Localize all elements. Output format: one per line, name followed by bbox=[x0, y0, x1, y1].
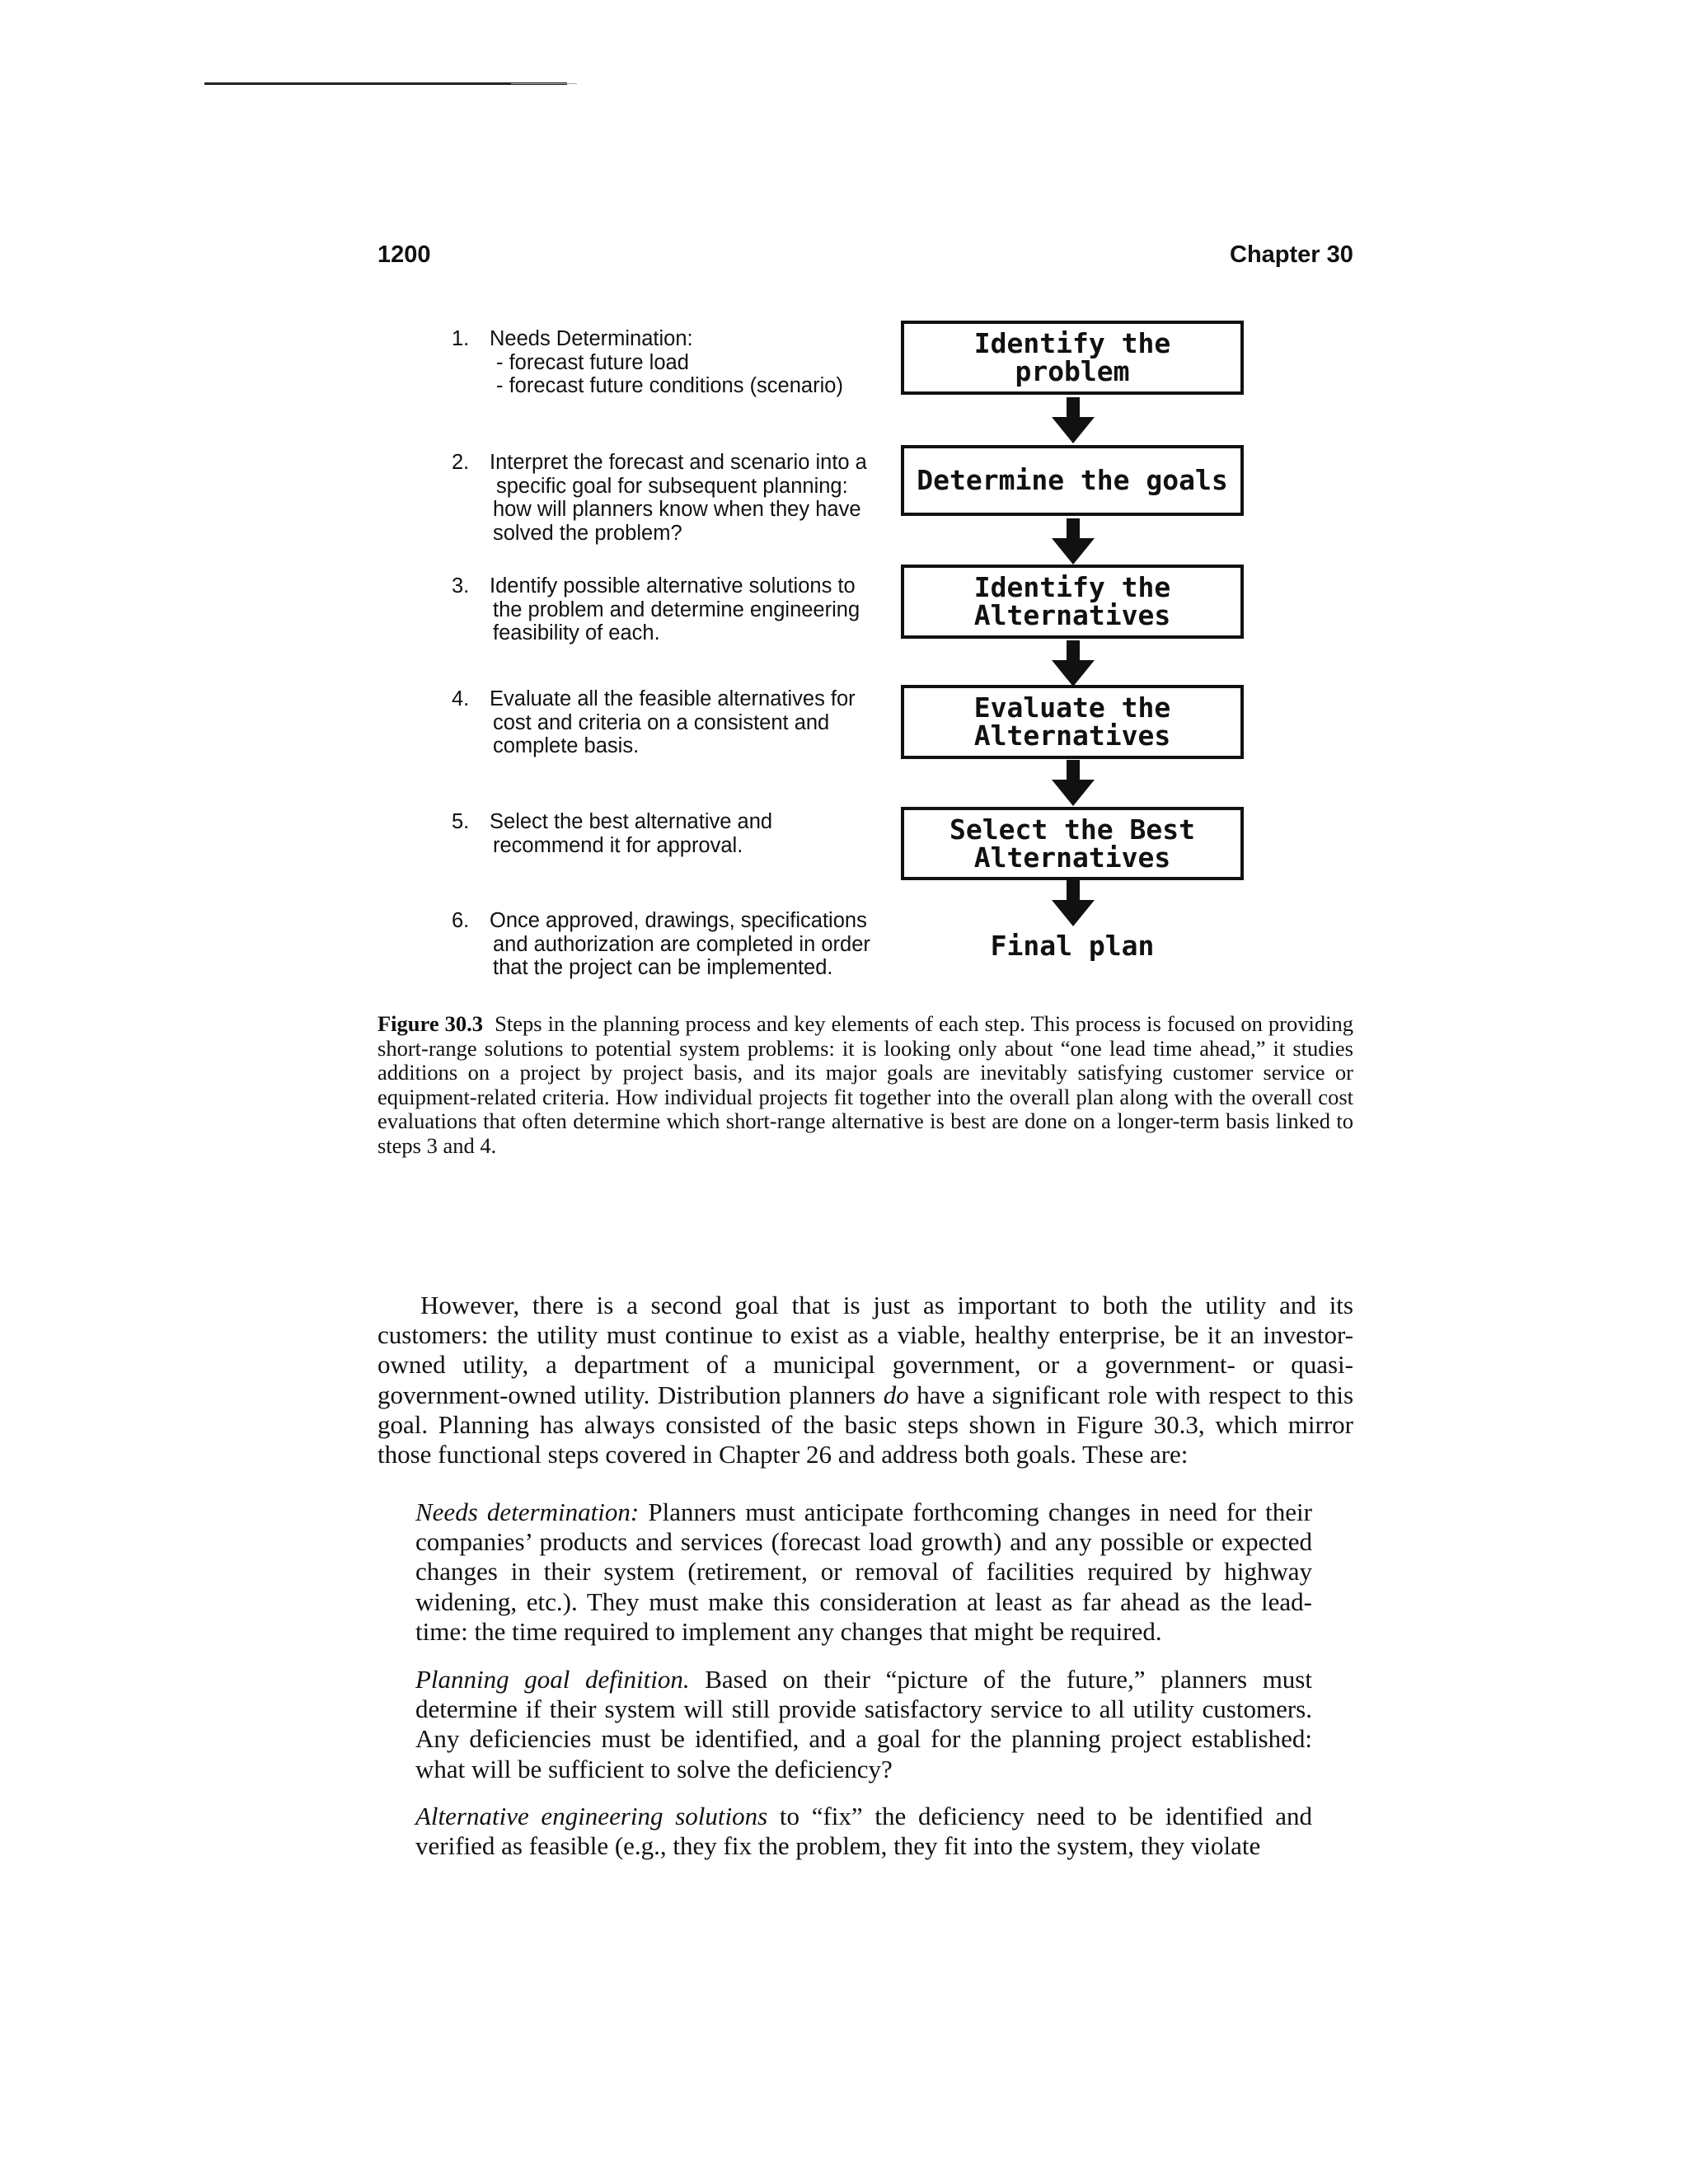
list-item-alternative-solutions: Alternative engineering solutions to “fix” the deficiency need to be identified and verified as feasible (e.g., they fix the problem, they fit into the system, they violate bbox=[415, 1802, 1313, 1861]
down-arrow-icon bbox=[1048, 640, 1098, 688]
down-arrow-icon bbox=[1048, 397, 1098, 445]
page-number: 1200 bbox=[377, 241, 431, 268]
flow-box-identify-alternatives: Identify the Alternatives bbox=[901, 565, 1244, 639]
step-5: 5. Select the best alternative and recommend it for approval. bbox=[452, 810, 773, 857]
step-2: 2. Interpret the forecast and scenario into a specific goal for subsequent planning: how will planners know when they have solved the problem? bbox=[452, 451, 867, 545]
header-rule-fade bbox=[511, 83, 577, 84]
final-plan-label: Final plan bbox=[990, 930, 1155, 962]
step-4: 4. Evaluate all the feasible alternatives for cost and criteria on a consistent and complete basis. bbox=[452, 687, 856, 757]
list-item-planning-goal: Planning goal definition. Based on their “picture of the future,” planners must determine if their system will still provide satisfactory service to all utility customers. Any deficiencies must be identified, and a goal for the planning project established: what will be sufficient to solve the deficiency? bbox=[415, 1665, 1312, 1783]
down-arrow-icon bbox=[1048, 760, 1098, 808]
flow-box-select-best: Select the Best Alternatives bbox=[901, 807, 1244, 880]
list-item-needs-determination: Needs determination: Planners must anticipate forthcoming changes in need for their companies’ products and services (forecast load growth) and any possible or expected changes in their system (retirement, or removal of facilities required by highway widening, etc.). They must make this consideration at least as far ahead as the lead-time: the time required to implement any changes that might be required. bbox=[415, 1497, 1312, 1646]
down-arrow-icon bbox=[1048, 880, 1098, 928]
step-6: 6. Once approved, drawings, specifications and authorization are completed in order that the project can be implemented. bbox=[452, 909, 870, 979]
step-3: 3. Identify possible alternative solutions to the problem and determine engineering feasibility of each. bbox=[452, 574, 860, 644]
flow-box-determine-goals: Determine the goals bbox=[901, 445, 1244, 516]
flow-box-identify-problem: Identify the problem bbox=[901, 321, 1244, 395]
flow-box-evaluate-alternatives: Evaluate the Alternatives bbox=[901, 685, 1244, 759]
chapter-title: Chapter 30 bbox=[1230, 241, 1353, 268]
figure-caption-text: Steps in the planning process and key elements of each step. This process is focused on providing short-range solutions to potential system problems: it is looking only about “one lead time ahead,” it studies additions on a project by project basis, and its major goals are inevitably satisfying customer service or equipment-related criteria. How individual projects fit together into the overall plan along with the overall cost evaluations that often determine which short-range alternative is best are done on a longer-term basis linked to steps 3 and 4. bbox=[377, 1011, 1353, 1158]
figure-caption bbox=[377, 1012, 1353, 1158]
figure-label: Figure 30.3 bbox=[377, 1011, 484, 1036]
body-paragraph: However, there is a second goal that is just as important to both the utility and its customers: the utility must continue to exist as a viable, healthy enterprise, be it an investor-owned utility, a department of a municipal government, or a government- or quasi-government-owned utility. Distribution planners do have a significant role with respect to this goal. Planning has always consisted of the basic steps shown in Figure 30.3, which mirror those functional steps covered in Chapter 26 and address both goals. These are: bbox=[377, 1291, 1354, 1469]
step-1: 1. Needs Determination: - forecast future load - forecast future conditions (scenario) bbox=[452, 327, 843, 397]
down-arrow-icon bbox=[1048, 518, 1098, 566]
